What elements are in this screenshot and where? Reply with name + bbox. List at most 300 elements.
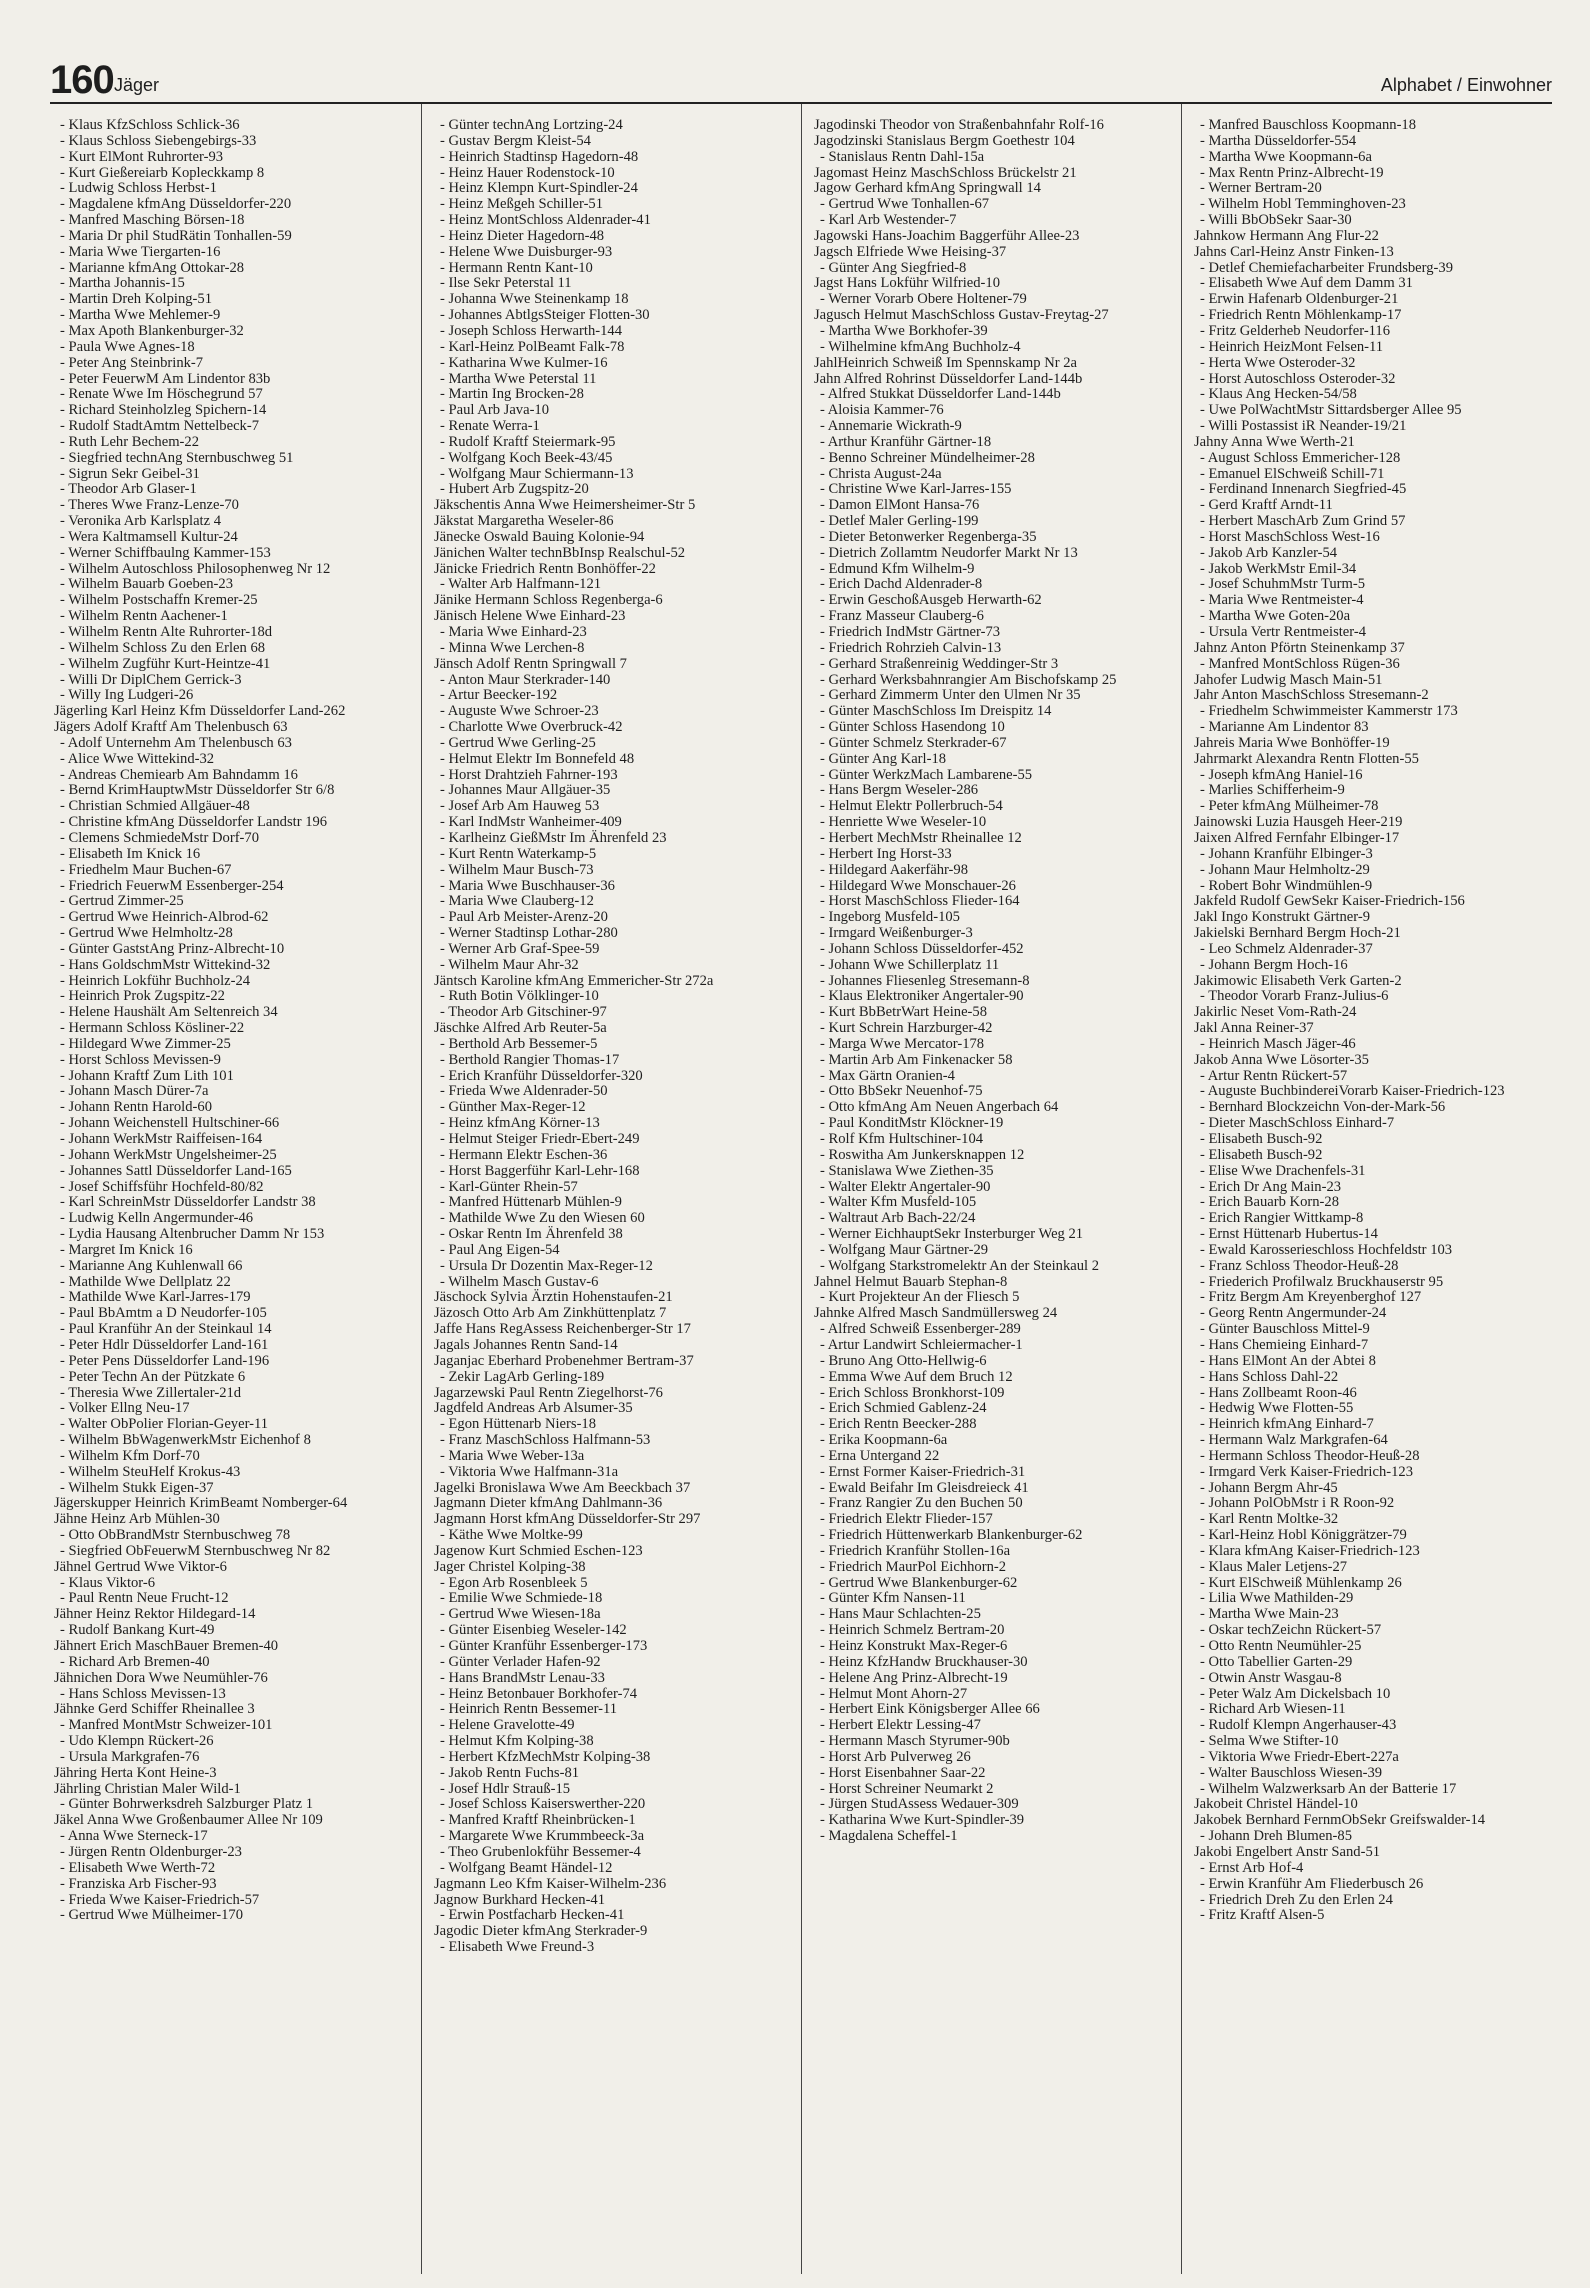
directory-entry: - Veronika Arb Karlsplatz 4 [60, 513, 222, 530]
directory-entry: - Jürgen StudAssess Wedauer-309 [820, 1796, 1019, 1813]
directory-entry: - Walter Bauschloss Wiesen-39 [1200, 1764, 1383, 1781]
directory-entry: - Wilhelm Masch Gustav-6 [440, 1273, 599, 1290]
directory-entry: - Fritz Gelderheb Neudorfer-116 [1200, 322, 1391, 339]
directory-entry: - Kurt Gießereiarb Kopleckkamp 8 [60, 164, 265, 181]
directory-entry: - Peter Techn An der Pützkate 6 [60, 1368, 246, 1385]
directory-entry: - Viktoria Wwe Friedr-Ebert-227a [1200, 1748, 1399, 1765]
directory-entry: - Kurt ElMont Ruhrorter-93 [60, 148, 224, 165]
column-divider [421, 104, 422, 2274]
directory-entry: - Clemens SchmiedeMstr Dorf-70 [60, 829, 260, 846]
directory-entry: - Rudolf Bankang Kurt-49 [60, 1622, 215, 1639]
directory-entry: - Gustav Bergm Kleist-54 [440, 132, 591, 149]
directory-entry: - Maria Dr phil StudRätin Tonhallen-59 [60, 227, 292, 244]
directory-entry: - Marianne Am Lindentor 83 [1200, 719, 1369, 736]
directory-entry: JahlHeinrich Schweiß Im Spennskamp Nr 2a [814, 354, 1078, 371]
directory-entry: - Johannes Sattl Düsseldorfer Land-165 [60, 1162, 292, 1179]
directory-entry: - Franz Masseur Clauberg-6 [820, 608, 984, 625]
directory-entry: - Martha Wwe Borkhofer-39 [820, 322, 988, 339]
directory-entry: - Marga Wwe Mercator-178 [820, 1035, 985, 1052]
directory-entry: - Alfred Stukkat Düsseldorfer Land-144b [820, 386, 1061, 403]
directory-entry: - Willy Ing Ludgeri-26 [60, 687, 194, 704]
directory-entry: - Helmut Elektr Im Bonnefeld 48 [440, 750, 635, 767]
directory-entry: - Ernst Former Kaiser-Friedrich-31 [820, 1463, 1026, 1480]
directory-entry: - Wilhelm Bauarb Goeben-23 [60, 576, 234, 593]
directory-entry: Jaffe Hans RegAssess Reichenberger-Str 17 [434, 1321, 691, 1338]
directory-entry: - Friedrich Dreh Zu den Erlen 24 [1200, 1891, 1393, 1908]
directory-entry: Jänisch Helene Wwe Einhard-23 [434, 608, 626, 625]
directory-column-3 [814, 118, 1174, 2278]
directory-entry: - Erich Rangier Wittkamp-8 [1200, 1210, 1364, 1227]
directory-entry: - Kurt Rentn Waterkamp-5 [440, 845, 597, 862]
directory-entry: Jagsch Elfriede Wwe Heising-37 [814, 243, 1007, 260]
directory-entry: - Wolfgang Koch Beek-43/45 [440, 449, 613, 466]
directory-entry: Jagomast Heinz MaschSchloss Brückelstr 21 [814, 164, 1077, 181]
directory-entry: - Sigrun Sekr Geibel-31 [60, 465, 200, 482]
directory-entry: - Martin Arb Am Finkenacker 58 [820, 1051, 1013, 1068]
directory-entry: - Manfred Masching Börsen-18 [60, 212, 245, 229]
directory-entry: - Wera Kaltmamsell Kultur-24 [60, 528, 238, 545]
directory-entry: - Annemarie Wickrath-9 [820, 418, 962, 435]
directory-entry: - Adolf Unternehm Am Thelenbusch 63 [60, 734, 292, 751]
directory-entry: Jähnert Erich MaschBauer Bremen-40 [54, 1638, 279, 1654]
directory-entry: - Martha Wwe Peterstal 11 [440, 370, 597, 387]
directory-entry: - Johann Masch Dürer-7a [60, 1083, 209, 1100]
directory-entry: - Erich Kranführ Düsseldorfer-320 [440, 1067, 643, 1084]
directory-entry: Jainowski Luzia Hausgeh Heer-219 [1194, 814, 1403, 831]
directory-entry: Jährling Christian Maler Wild-1 [54, 1780, 241, 1797]
directory-entry: - Karl-Günter Rhein-57 [440, 1178, 578, 1195]
directory-entry: - Elisabeth Wwe Freund-3 [440, 1939, 595, 1956]
directory-entry: Jagenow Kurt Schmied Eschen-123 [434, 1542, 643, 1559]
directory-entry: - Helene Wwe Duisburger-93 [440, 243, 613, 260]
directory-entry: - Fritz Bergm Am Kreyenberghof 127 [1200, 1289, 1422, 1306]
directory-entry: Jagnow Burkhard Hecken-41 [434, 1891, 606, 1908]
directory-entry: - Friedhelm Schwimmeister Kammerstr 173 [1200, 703, 1458, 720]
directory-entry: - Henriette Wwe Weseler-10 [820, 814, 987, 831]
directory-entry: - Erich Bauarb Korn-28 [1200, 1194, 1339, 1211]
directory-entry: - Manfred Kraftf Rheinbrücken-1 [440, 1812, 636, 1829]
directory-entry: - Werner Vorarb Obere Holtener-79 [820, 291, 1027, 308]
directory-entry: Jägerskupper Heinrich KrimBeamt Nomberger-64 [54, 1495, 348, 1512]
directory-entry: - Zekir LagArb Gerling-189 [440, 1368, 605, 1385]
directory-entry: - Heinrich Prok Zugspitz-22 [60, 988, 225, 1005]
directory-entry: - Paul Arb Java-10 [440, 402, 550, 419]
directory-entry: - Martha Düsseldorfer-554 [1200, 132, 1357, 149]
directory-entry: - Otto ObBrandMstr Sternbuschweg 78 [60, 1527, 291, 1544]
directory-entry: - Georg Rentn Angermunder-24 [1200, 1305, 1387, 1322]
directory-entry: - Irmgard Verk Kaiser-Friedrich-123 [1200, 1463, 1413, 1480]
directory-entry: - Ruth Botin Völklinger-10 [440, 988, 599, 1005]
directory-entry: - Günter Schloss Hasendong 10 [820, 719, 1005, 736]
directory-entry: - Aloisia Kammer-76 [820, 402, 944, 419]
directory-entry: - Johann Bergm Ahr-45 [1200, 1479, 1338, 1496]
directory-entry: - Franz MaschSchloss Halfmann-53 [440, 1432, 651, 1449]
directory-entry: - Heinrich Masch Jäger-46 [1200, 1035, 1356, 1052]
directory-entry: - Erich Dachd Aldenrader-8 [820, 576, 983, 593]
directory-entry: - Udo Klempn Rückert-26 [60, 1733, 214, 1750]
directory-entry: - Klaus Ang Hecken-54/58 [1200, 386, 1357, 403]
directory-entry: Jänsch Adolf Rentn Springwall 7 [434, 655, 627, 672]
directory-entry: - Karl-Heinz Hobl Königgrätzer-79 [1200, 1527, 1407, 1544]
directory-entry: - Dieter Betonwerker Regenberga-35 [820, 528, 1037, 545]
directory-entry: - Heinz Klempn Kurt-Spindler-24 [440, 180, 638, 197]
directory-entry: - Johann Maur Helmholtz-29 [1200, 861, 1370, 878]
directory-entry: - Klaus Maler Letjens-27 [1200, 1558, 1348, 1575]
directory-entry: - Irmgard Weißenburger-3 [820, 925, 973, 942]
directory-entry: - Gertrud Wwe Helmholtz-28 [60, 925, 233, 942]
directory-entry: - Gerhard Straßenreinig Weddinger-Str 3 [820, 655, 1059, 672]
directory-entry: - Gertrud Zimmer-25 [60, 893, 184, 910]
directory-entry: - Martin Ing Brocken-28 [440, 386, 584, 403]
directory-entry: - Werner Bertram-20 [1200, 180, 1322, 197]
directory-entry: - Waltraut Arb Bach-22/24 [820, 1210, 976, 1227]
directory-entry: - Maria Wwe Tiergarten-16 [60, 243, 221, 260]
directory-entry: - Paul KonditMstr Klöckner-19 [820, 1115, 1004, 1132]
directory-entry: - Artur Landwirt Schleiermacher-1 [820, 1336, 1023, 1353]
directory-entry: - Friedrich IndMstr Gärtner-73 [820, 624, 1001, 640]
directory-entry: - Franz Schloss Theodor-Heuß-28 [1200, 1257, 1399, 1274]
directory-entry: - Johann Wwe Schillerplatz 11 [820, 956, 1000, 973]
directory-entry: - Herbert Eink Königsberger Allee 66 [820, 1701, 1040, 1718]
directory-entry: - Edmund Kfm Wilhelm-9 [820, 560, 975, 577]
directory-entry: - Detlef Chemiefacharbeiter Frundsberg-39 [1200, 259, 1453, 276]
directory-entry: Jägerling Karl Heinz Kfm Düsseldorfer Land-262 [54, 703, 346, 720]
directory-entry: - Anna Wwe Sterneck-17 [60, 1828, 208, 1845]
section-title: Alphabet / Einwohner [1380, 75, 1552, 95]
directory-entry: - Ludwig Schloss Herbst-1 [60, 180, 217, 197]
directory-entry: - Marianne kfmAng Ottokar-28 [60, 259, 245, 276]
directory-entry: - Erich Dr Ang Main-23 [1200, 1178, 1342, 1195]
directory-entry: - Josef Arb Am Hauweg 53 [440, 798, 600, 815]
directory-entry: - Wilhelm SteuHelf Krokus-43 [60, 1463, 241, 1480]
directory-entry: - Ernst Arb Hof-4 [1200, 1859, 1304, 1876]
directory-entry: - Heinz Meßgeh Schiller-51 [440, 196, 604, 213]
directory-entry: - Hildegard Wwe Monschauer-26 [820, 877, 1016, 894]
directory-entry: Jänecke Oswald Bauing Kolonie-94 [434, 528, 645, 545]
directory-entry: - Mathilde Wwe Zu den Wiesen 60 [440, 1210, 645, 1227]
directory-entry: - Herbert Ing Horst-33 [820, 845, 952, 862]
directory-entry: - Erich Schmied Gablenz-24 [820, 1400, 987, 1417]
directory-entry: - Ruth Lehr Bechem-22 [60, 433, 200, 450]
directory-entry: - Elisabeth Busch-92 [1200, 1146, 1323, 1163]
directory-entry: - Heinrich HeizMont Felsen-11 [1200, 338, 1384, 355]
directory-entry: - Karl IndMstr Wanheimer-409 [440, 814, 622, 831]
directory-entry: - Helene Ang Prinz-Albrecht-19 [820, 1669, 1008, 1686]
directory-entry: - Heinrich Schmelz Bertram-20 [820, 1622, 1005, 1639]
directory-entry: Jagmann Horst kfmAng Düsseldorfer-Str 297 [434, 1511, 701, 1528]
directory-entry: - Johann Kranführ Elbinger-3 [1200, 845, 1373, 862]
directory-entry: - Günter Ang Siegfried-8 [820, 259, 967, 276]
directory-entry: Jahnel Helmut Bauarb Stephan-8 [814, 1273, 1008, 1290]
directory-entry: - Günter WerkzMach Lambarene-55 [820, 766, 1033, 783]
directory-entry: - Siegfried ObFeuerwM Sternbuschweg Nr 82 [60, 1542, 331, 1559]
directory-entry: - Peter kfmAng Mülheimer-78 [1200, 798, 1379, 815]
directory-entry: - Berthold Rangier Thomas-17 [440, 1051, 620, 1068]
directory-entry: Jänicke Friedrich Rentn Bonhöffer-22 [434, 560, 656, 577]
directory-entry: - Manfred Hüttenarb Mühlen-9 [440, 1194, 622, 1211]
directory-entry: - Otto Tabellier Garten-29 [1200, 1653, 1353, 1670]
directory-entry: - Wilhelm Hobl Temminghoven-23 [1200, 196, 1406, 213]
directory-entry: - Selma Wwe Stifter-10 [1200, 1733, 1339, 1750]
directory-entry: - Gertrud Wwe Gerling-25 [440, 734, 596, 751]
directory-entry: - Klaus Elektroniker Angertaler-90 [820, 988, 1024, 1005]
directory-entry: - Klaus Schloss Siebengebirgs-33 [60, 132, 257, 149]
directory-entry: - Hubert Arb Zugspitz-20 [440, 481, 589, 498]
directory-entry: - Helmut Mont Ahorn-27 [820, 1685, 968, 1702]
directory-entry: - Gertrud Wwe Heinrich-Albrod-62 [60, 909, 269, 926]
directory-entry: - Gertrud Wwe Mülheimer-170 [60, 1907, 244, 1924]
directory-entry: - Erich Schloss Bronkhorst-109 [820, 1384, 1005, 1401]
directory-entry: - Martha Johannis-15 [60, 275, 185, 292]
directory-entry: - Katharina Wwe Kurt-Spindler-39 [820, 1812, 1025, 1829]
directory-entry: - Wilhelm Rentn Alte Ruhrorter-18d [60, 624, 273, 640]
directory-entry: - Minna Wwe Lerchen-8 [440, 639, 585, 656]
directory-entry: - Elisabeth Wwe Auf dem Damm 31 [1200, 275, 1413, 292]
directory-entry: - Theres Wwe Franz-Lenze-70 [60, 497, 239, 514]
directory-entry: Jähnichen Dora Wwe Neumühler-76 [54, 1669, 268, 1686]
directory-entry: - Gerhard Werksbahnrangier Am Bischofskamp 25 [820, 671, 1117, 688]
directory-entry: - Horst Eisenbahner Saar-22 [820, 1764, 986, 1781]
directory-entry: - Leo Schmelz Aldenrader-37 [1200, 940, 1373, 957]
directory-entry: - Berthold Arb Bessemer-5 [440, 1035, 598, 1052]
directory-entry: - Friedhelm Maur Buchen-67 [60, 861, 232, 878]
directory-entry: - Heinz Dieter Hagedorn-48 [440, 227, 605, 244]
directory-entry: - Peter Pens Düsseldorfer Land-196 [60, 1352, 270, 1369]
directory-entry: - Ewald Beifahr Im Gleisdreieck 41 [820, 1479, 1029, 1496]
directory-entry: - Lydia Hausang Altenbrucher Damm Nr 153 [60, 1226, 325, 1243]
directory-entry: - Frieda Wwe Kaiser-Friedrich-57 [60, 1891, 260, 1908]
directory-entry: - Peter FeuerwM Am Lindentor 83b [60, 370, 271, 387]
directory-entry: Jäschke Alfred Arb Reuter-5a [434, 1020, 607, 1037]
directory-entry: - Max Gärtn Oranien-4 [820, 1067, 955, 1084]
directory-entry: - Hans GoldschmMstr Wittekind-32 [60, 956, 271, 973]
directory-entry: - Johann Rentn Harold-60 [60, 1099, 212, 1116]
directory-entry: - Friedrich Rentn Möhlenkamp-17 [1200, 307, 1402, 324]
directory-entry: - Ursula Vertr Rentmeister-4 [1200, 624, 1367, 640]
directory-entry: - Herta Wwe Osteroder-32 [1200, 354, 1356, 371]
directory-entry: Jahofer Ludwig Masch Main-51 [1194, 671, 1383, 688]
directory-entry: Jahns Carl-Heinz Anstr Finken-13 [1194, 243, 1394, 260]
directory-entry: - Kurt Projekteur An der Fliesch 5 [820, 1289, 1020, 1306]
directory-entry: - Horst Schloss Mevissen-9 [60, 1051, 221, 1068]
directory-entry: - Erwin Hafenarb Oldenburger-21 [1200, 291, 1399, 308]
directory-entry: - Johann Kraftf Zum Lith 101 [60, 1067, 234, 1084]
directory-entry: - Theodor Arb Gitschiner-97 [440, 1004, 607, 1021]
directory-entry: - Max Apoth Blankenburger-32 [60, 322, 244, 339]
directory-entry: - Günter GaststAng Prinz-Albrecht-10 [60, 940, 285, 957]
directory-entry: - Hermann Schloss Theodor-Heuß-28 [1200, 1447, 1420, 1464]
directory-entry: - Wilhelm Stukk Eigen-37 [60, 1479, 214, 1496]
directory-entry: - Werner Stadtinsp Lothar-280 [440, 925, 618, 942]
directory-entry: - Kurt Schrein Harzburger-42 [820, 1020, 993, 1037]
directory-entry: - Theresia Wwe Zillertaler-21d [60, 1384, 242, 1401]
directory-entry: - Artur Beecker-192 [440, 687, 558, 704]
directory-entry: Jagarzewski Paul Rentn Ziegelhorst-76 [434, 1384, 663, 1401]
directory-entry: Jagodic Dieter kfmAng Sterkrader-9 [434, 1923, 648, 1940]
directory-entry: - Margarete Wwe Krummbeeck-3a [440, 1828, 645, 1845]
directory-entry: - Arthur Kranführ Gärtner-18 [820, 433, 992, 450]
directory-entry: Jagst Hans Lokführ Wilfried-10 [814, 275, 1000, 292]
directory-entry: Jahnz Anton Pförtn Steinenkamp 37 [1194, 639, 1405, 656]
directory-entry: - Wilhelm Zugführ Kurt-Heintze-41 [60, 655, 271, 672]
directory-entry: Jaixen Alfred Fernfahr Elbinger-17 [1194, 829, 1400, 846]
directory-entry: - Rudolf Klempn Angerhauser-43 [1200, 1717, 1397, 1734]
directory-entry: Jahny Anna Wwe Werth-21 [1194, 433, 1355, 450]
directory-entry: - Uwe PolWachtMstr Sittardsberger Allee 95 [1200, 402, 1462, 419]
directory-entry: - Hans Schloss Dahl-22 [1200, 1368, 1339, 1385]
directory-entry: Jakob Anna Wwe Lösorter-35 [1194, 1051, 1369, 1068]
directory-entry: Jagelki Bronislawa Wwe Am Beeckbach 37 [434, 1479, 691, 1496]
directory-entry: - Max Rentn Prinz-Albrecht-19 [1200, 164, 1384, 181]
directory-entry: - Otto kfmAng Am Neuen Angerbach 64 [820, 1099, 1059, 1116]
directory-entry: - Joseph Schloss Herwarth-144 [440, 322, 622, 339]
directory-entry: - Walter ObPolier Florian-Geyer-11 [60, 1416, 269, 1433]
directory-entry: - Elisabeth Wwe Werth-72 [60, 1859, 216, 1876]
directory-entry: - Wolfgang Maur Gärtner-29 [820, 1241, 989, 1258]
directory-entry: - Josef Hdlr Strauß-15 [440, 1780, 571, 1797]
directory-entry: - Heinz Konstrukt Max-Reger-6 [820, 1638, 1008, 1654]
directory-entry: - Erich Rentn Beecker-288 [820, 1416, 977, 1433]
directory-entry: - Ursula Dr Dozentin Max-Reger-12 [440, 1257, 653, 1274]
directory-entry: - Hermann Elektr Eschen-36 [440, 1146, 608, 1163]
directory-entry: - Hildegard Aakerfähr-98 [820, 861, 969, 878]
directory-entry: Jänike Hermann Schloss Regenberga-6 [434, 592, 663, 609]
directory-entry: - Franz Rangier Zu den Buchen 50 [820, 1495, 1023, 1512]
directory-entry: - Richard Steinholzleg Spichern-14 [60, 402, 267, 419]
page-number: 160 [50, 58, 114, 102]
directory-entry: - Käthe Wwe Moltke-99 [440, 1527, 583, 1544]
directory-entry: - Stanislaus Rentn Dahl-15a [820, 148, 985, 165]
directory-entry: - Johann Dreh Blumen-85 [1200, 1828, 1352, 1845]
directory-entry: - Hans Zollbeamt Roon-46 [1200, 1384, 1357, 1401]
directory-entry: Jakobeit Christel Händel-10 [1194, 1796, 1358, 1813]
directory-entry: - Friedrich Hüttenwerkarb Blankenburger-62 [820, 1527, 1083, 1544]
directory-entry: - Günter Kfm Nansen-11 [820, 1590, 966, 1607]
directory-entry: - Auguste Wwe Schroer-23 [440, 703, 599, 720]
directory-entry: - Jakob Rentn Fuchs-81 [440, 1764, 580, 1781]
directory-entry: - Kurt BbBetrWart Heine-58 [820, 1004, 988, 1021]
directory-entry: - Maria Wwe Buschhauser-36 [440, 877, 615, 894]
directory-entry: - Franziska Arb Fischer-93 [60, 1875, 217, 1892]
directory-entry: - Paul Ang Eigen-54 [440, 1241, 560, 1258]
directory-entry: - Hans Chemieing Einhard-7 [1200, 1336, 1369, 1353]
directory-entry: Jahrmarkt Alexandra Rentn Flotten-55 [1194, 750, 1419, 767]
column-divider [801, 104, 802, 2274]
directory-entry: Jaganjac Eberhard Probenehmer Bertram-37 [434, 1352, 694, 1369]
directory-entry: - Klaus Viktor-6 [60, 1574, 156, 1591]
directory-entry: - Karl-Heinz PolBeamt Falk-78 [440, 338, 625, 355]
directory-entry: - Frieda Wwe Aldenrader-50 [440, 1083, 608, 1100]
directory-entry: - Martha Wwe Goten-20a [1200, 608, 1351, 625]
directory-entry: - Johanna Wwe Steinenkamp 18 [440, 291, 629, 308]
directory-entry: - Wilhelm Postschaffn Kremer-25 [60, 592, 258, 609]
directory-entry: - Paul Arb Meister-Arenz-20 [440, 909, 608, 926]
directory-entry: - Dietrich Zollamtm Neudorfer Markt Nr 13 [820, 544, 1078, 561]
directory-entry: - Horst Schreiner Neumarkt 2 [820, 1780, 994, 1797]
directory-entry: Jakl Ingo Konstrukt Gärtner-9 [1194, 909, 1371, 926]
directory-entry: - Otto Rentn Neumühler-25 [1200, 1638, 1362, 1654]
directory-entry: - Christine kfmAng Düsseldorfer Landstr 196 [60, 814, 328, 831]
directory-entry: Jähnel Gertrud Wwe Viktor-6 [54, 1558, 227, 1575]
directory-entry: - Johann WerkMstr Ungelsheimer-25 [60, 1146, 277, 1163]
directory-entry: - Hans ElMont An der Abtei 8 [1200, 1352, 1376, 1369]
directory-entry: - Katharina Wwe Kulmer-16 [440, 354, 608, 371]
directory-entry: - Joseph kfmAng Haniel-16 [1200, 766, 1363, 783]
directory-entry: Jager Christel Kolping-38 [434, 1558, 586, 1575]
directory-entry: - Marlies Schifferheim-9 [1200, 782, 1345, 799]
directory-entry: - Gerhard Zimmerm Unter den Ulmen Nr 35 [820, 687, 1081, 704]
directory-entry: - Wilhelm Kfm Dorf-70 [60, 1447, 200, 1464]
directory-entry: Jakfeld Rudolf GewSekr Kaiser-Friedrich-156 [1194, 893, 1465, 910]
directory-entry: - Egon Hüttenarb Niers-18 [440, 1416, 597, 1433]
directory-entry: - Wilhelm Rentn Aachener-1 [60, 608, 228, 625]
directory-entry: Jänichen Walter technBbInsp Realschul-52 [434, 544, 686, 561]
directory-entry: - Erna Untergand 22 [820, 1447, 940, 1464]
directory-entry: - Friedrich FeuerwM Essenberger-254 [60, 877, 284, 894]
directory-entry: - Detlef Maler Gerling-199 [820, 513, 979, 530]
directory-entry: - Günter Verlader Hafen-92 [440, 1653, 601, 1670]
directory-entry: - Paula Wwe Agnes-18 [60, 338, 195, 355]
directory-entry: - Bernhard Blockzeichn Von-der-Mark-56 [1200, 1099, 1446, 1116]
directory-entry: - Emilie Wwe Schmiede-18 [440, 1590, 603, 1607]
directory-entry: - Karl SchreinMstr Düsseldorfer Landstr 38 [60, 1194, 316, 1211]
directory-entry: - Günter Kranführ Essenberger-173 [440, 1638, 648, 1654]
directory-entry: - Heinz MontSchloss Aldenrader-41 [440, 212, 651, 229]
directory-entry: Jäkstat Margaretha Weseler-86 [434, 513, 614, 530]
column-divider [1181, 104, 1182, 2274]
directory-entry: - Walter Arb Halfmann-121 [440, 576, 602, 593]
directory-entry: - Günter technAng Lortzing-24 [440, 118, 623, 133]
directory-entry: - Heinrich Lokführ Buchholz-24 [60, 972, 251, 989]
directory-entry: - Wilhelm Maur Ahr-32 [440, 956, 579, 973]
directory-entry: - Horst MaschSchloss West-16 [1200, 528, 1380, 545]
directory-entry: - Günter Bauschloss Mittel-9 [1200, 1321, 1370, 1338]
directory-entry: - Elisabeth Im Knick 16 [60, 845, 201, 862]
directory-entry: - Theodor Vorarb Franz-Julius-6 [1200, 988, 1389, 1005]
directory-entry: - Herbert Elektr Lessing-47 [820, 1717, 981, 1734]
directory-entry: - Wilhelm Walzwerksarb An der Batterie 17 [1200, 1780, 1457, 1797]
directory-entry: - Paul BbAmtm a D Neudorfer-105 [60, 1305, 267, 1322]
directory-entry: Jagmann Dieter kfmAng Dahlmann-36 [434, 1495, 663, 1512]
directory-entry: Jagodinski Theodor von Straßenbahnfahr Rolf-16 [814, 118, 1104, 133]
directory-entry: - Erwin Kranführ Am Fliederbusch 26 [1200, 1875, 1424, 1892]
directory-entry: - Johann Schloss Düsseldorfer-452 [820, 940, 1024, 957]
directory-entry: - Günter MaschSchloss Im Dreispitz 14 [820, 703, 1052, 720]
directory-entry: Jäschock Sylvia Ärztin Hohenstaufen-21 [434, 1289, 673, 1306]
directory-entry: - Lilia Wwe Mathilden-29 [1200, 1590, 1354, 1607]
directory-entry: - Maria Wwe Rentmeister-4 [1200, 592, 1364, 609]
directory-entry: - Horst MaschSchloss Flieder-164 [820, 893, 1020, 910]
directory-entry: Jagmann Leo Kfm Kaiser-Wilhelm-236 [434, 1875, 667, 1892]
directory-entry: - Horst Autoschloss Osteroder-32 [1200, 370, 1396, 387]
directory-entry: - Martin Dreh Kolping-51 [60, 291, 212, 308]
directory-entry: - Johann Bergm Hoch-16 [1200, 956, 1348, 973]
directory-entry: - Hedwig Wwe Flotten-55 [1200, 1400, 1354, 1417]
directory-entry: - Gertrud Wwe Blankenburger-62 [820, 1574, 1018, 1591]
directory-entry: - Damon ElMont Hansa-76 [820, 497, 980, 514]
directory-entry: - Otto BbSekr Neuenhof-75 [820, 1083, 983, 1100]
directory-entry: - Jakob Arb Kanzler-54 [1200, 544, 1338, 561]
directory-entry: - Auguste BuchbindereiVorarb Kaiser-Friedrich-123 [1200, 1083, 1505, 1100]
directory-entry: - Heinz Hauer Rodenstock-10 [440, 164, 615, 181]
directory-column-1 [54, 118, 414, 2278]
directory-entry: Jagals Johannes Rentn Sand-14 [434, 1336, 618, 1353]
directory-entry: - Ferdinand Innenarch Siegfried-45 [1200, 481, 1407, 498]
directory-entry: Jäzosch Otto Arb Am Zinkhüttenplatz 7 [434, 1305, 667, 1322]
directory-entry: - Andreas Chemiearb Am Bahndamm 16 [60, 766, 298, 783]
directory-entry: - Johannes Maur Allgäuer-35 [440, 782, 611, 799]
directory-entry: - Hans Bergm Weseler-286 [820, 782, 979, 799]
